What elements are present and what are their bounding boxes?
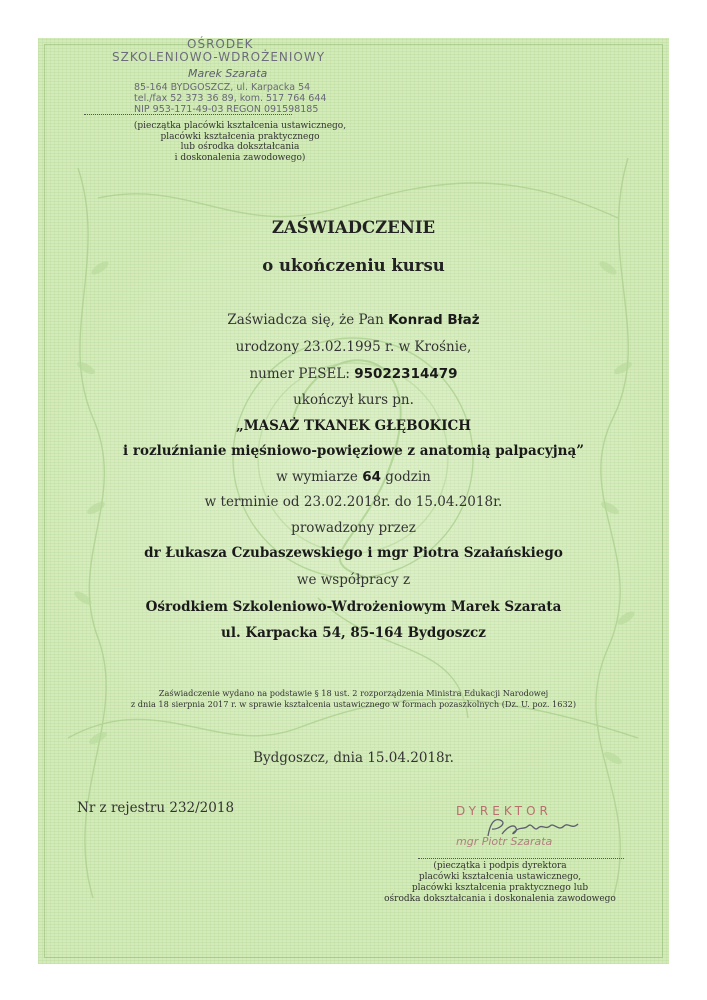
registry-number: Nr z rejestru 232/2018 [77,800,235,816]
director-caption [365,861,635,905]
organization-name: Ośrodkiem Szkoleniowo-Wdrożeniowym Marek Szarata [145,599,562,615]
completed-text: ukończył kurs pn. [293,392,414,408]
stamp-caption-line: i doskonalenia zawodowego) [174,152,306,163]
birth-info: urodzony 23.02.1995 r. w Krośnie, [235,339,472,355]
hours-count: 64 [362,469,381,485]
legal-line1: Zaświadczenie wydano na podstawie § 18 ust. 2 rozporządzenia Ministra Edukacji Narodowej [158,688,549,698]
hours-prefix: w wymiarze [276,469,358,485]
certify-prefix: Zaświadcza się, że Pan [227,312,384,328]
course-name-line2: i rozluźnianie mięśniowo-powięziowe z anatomią palpacyjną” [123,443,584,459]
director-dotted-line [418,858,624,859]
hours-line [0,469,707,485]
certificate-title: ZAŚWIADCZENIE [271,218,436,237]
hours-suffix: godzin [385,469,431,485]
organization-address: ul. Karpacka 54, 85-164 Bydgoszcz [221,625,486,641]
stamp-name-line2: SZKOLENIOWO-WDROŻENIOWY [112,50,326,64]
stamp-caption-line: placówki kształcenia praktycznego [160,131,320,142]
stamp-dotted-line [84,114,292,115]
certificate-subtitle: o ukończeniu kursu [262,256,445,275]
legal-basis [0,688,707,710]
director-caption-line: placówki kształcenia praktycznego lub [411,883,589,893]
director-name: mgr Piotr Szarata [456,835,553,848]
place-and-date: Bydgoszcz, dnia 15.04.2018r. [253,750,454,766]
stamp-details [134,82,326,115]
certify-line [0,312,707,328]
course-period: w terminie od 23.02.2018r. do 15.04.2018r. [204,494,503,510]
stamp-caption-line: lub ośrodka dokształcania [180,142,300,152]
stamp-person: Marek Szarata [188,67,268,80]
director-caption-line: (pieczątka i podpis dyrektora [433,861,567,871]
institution-stamp [48,6,338,126]
stamp-name-line1: OŚRODEK [187,37,254,51]
pesel-label: numer PESEL: [249,366,350,382]
director-caption-line: placówki kształcenia ustawicznego, [418,872,582,882]
pesel-number: 95022314479 [354,366,458,382]
legal-line2: z dnia 18 sierpnia 2017 r. w sprawie kształcenia ustawicznego w formach pozaszkolnych (Dz. U. poz. 1632) [130,699,577,709]
person-name: Konrad Błaż [388,312,480,328]
pesel-line [0,366,707,382]
cooperation-text: we współpracy z [296,572,411,588]
stamp-caption [120,121,360,163]
director-stamp [430,802,620,862]
director-label: DYREKTOR [456,804,552,818]
stamp-ids: NIP 953-171-49-03 REGON 091598185 [134,104,319,115]
stamp-address: 85-164 BYDGOSZCZ, ul. Karpacka 54 [134,82,311,93]
instructors: dr Łukasza Czubaszewskiego i mgr Piotra Szałańskiego [144,545,563,561]
director-caption-line: ośrodka dokształcania i doskonalenia zawodowego [384,894,616,904]
stamp-institution-name [112,38,327,64]
stamp-caption-line: (pieczątka placówki kształcenia ustawicznego, [133,121,347,131]
course-name-line1: „MASAŻ TKANEK GŁĘBOKICH [235,418,472,434]
led-by-text: prowadzony przez [291,520,416,536]
stamp-phone: tel./fax 52 373 36 89, kom. 517 764 644 [134,93,327,104]
